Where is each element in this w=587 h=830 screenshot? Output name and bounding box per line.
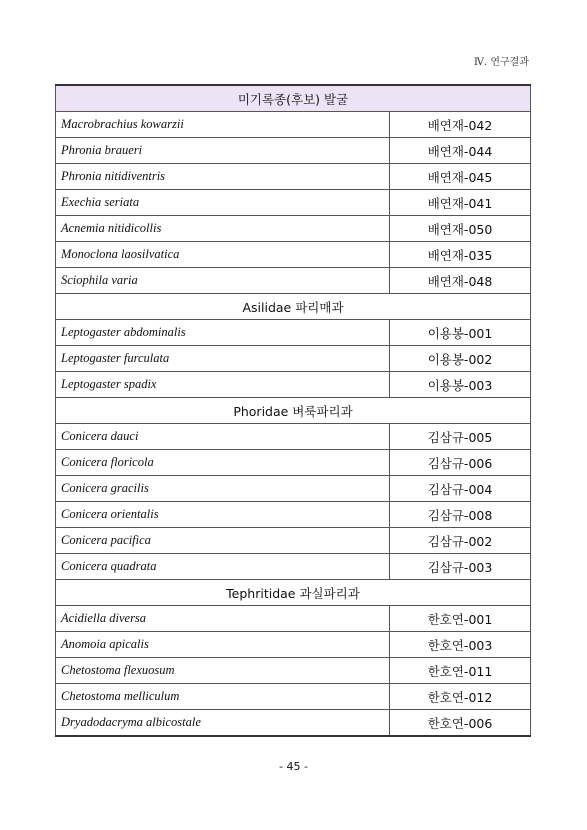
specimen-code-cell: 배연재-035 bbox=[390, 242, 531, 268]
section-header-row bbox=[56, 85, 531, 112]
specimen-code-cell: 배연재-048 bbox=[390, 268, 531, 294]
specimen-code-cell: 한호연-006 bbox=[390, 710, 531, 737]
specimen-code-cell: 이용봉-002 bbox=[390, 346, 531, 372]
species-name-cell: Phronia nitidiventris bbox=[56, 164, 390, 190]
species-name-cell: Macrobrachius kowarzii bbox=[56, 112, 390, 138]
species-name-cell: Sciophila varia bbox=[56, 268, 390, 294]
table-row bbox=[56, 502, 531, 528]
species-table bbox=[55, 84, 531, 737]
species-name-cell: Leptogaster furculata bbox=[56, 346, 390, 372]
table-row bbox=[56, 476, 531, 502]
table-row bbox=[56, 190, 531, 216]
table-row bbox=[56, 346, 531, 372]
species-name-cell: Conicera quadrata bbox=[56, 554, 390, 580]
table-row bbox=[56, 112, 531, 138]
species-name-cell: Acidiella diversa bbox=[56, 606, 390, 632]
specimen-code-cell: 한호연-011 bbox=[390, 658, 531, 684]
specimen-code-cell: 김삼규-004 bbox=[390, 476, 531, 502]
table-row bbox=[56, 658, 531, 684]
specimen-code-cell: 배연재-041 bbox=[390, 190, 531, 216]
table-row bbox=[56, 242, 531, 268]
species-name-cell: Monoclona laosilvatica bbox=[56, 242, 390, 268]
table-row bbox=[56, 554, 531, 580]
table-row bbox=[56, 710, 531, 737]
section-title: 미기록종(후보) 발굴 bbox=[56, 85, 531, 112]
species-name-cell: Conicera orientalis bbox=[56, 502, 390, 528]
species-name-cell: Dryadodacryma albicostale bbox=[56, 710, 390, 737]
species-name-cell: Leptogaster spadix bbox=[56, 372, 390, 398]
species-name-cell: Conicera dauci bbox=[56, 424, 390, 450]
specimen-code-cell: 한호연-001 bbox=[390, 606, 531, 632]
table-row bbox=[56, 138, 531, 164]
table-row bbox=[56, 164, 531, 190]
section-title: Asilidae 파리매과 bbox=[56, 294, 531, 320]
specimen-code-cell: 이용봉-003 bbox=[390, 372, 531, 398]
specimen-code-cell: 이용봉-001 bbox=[390, 320, 531, 346]
section-title: Phoridae 벼룩파리과 bbox=[56, 398, 531, 424]
table-row bbox=[56, 606, 531, 632]
specimen-code-cell: 김삼규-008 bbox=[390, 502, 531, 528]
species-name-cell: Conicera floricola bbox=[56, 450, 390, 476]
table-row bbox=[56, 320, 531, 346]
species-name-cell: Exechia seriata bbox=[56, 190, 390, 216]
specimen-code-cell: 배연재-045 bbox=[390, 164, 531, 190]
species-name-cell: Conicera pacifica bbox=[56, 528, 390, 554]
specimen-code-cell: 김삼규-002 bbox=[390, 528, 531, 554]
specimen-code-cell: 김삼규-005 bbox=[390, 424, 531, 450]
species-name-cell: Acnemia nitidicollis bbox=[56, 216, 390, 242]
running-header: Ⅳ. 연구결과 bbox=[474, 57, 529, 68]
species-name-cell: Chetostoma flexuosum bbox=[56, 658, 390, 684]
specimen-code-cell: 배연재-042 bbox=[390, 112, 531, 138]
specimen-code-cell: 김삼규-003 bbox=[390, 554, 531, 580]
specimen-code-cell: 배연재-044 bbox=[390, 138, 531, 164]
section-header-row bbox=[56, 294, 531, 320]
specimen-code-cell: 김삼규-006 bbox=[390, 450, 531, 476]
species-table-body bbox=[56, 85, 531, 736]
page-number: - 45 - bbox=[279, 760, 308, 773]
specimen-code-cell: 한호연-003 bbox=[390, 632, 531, 658]
table-row bbox=[56, 268, 531, 294]
section-header-row bbox=[56, 398, 531, 424]
species-name-cell: Conicera gracilis bbox=[56, 476, 390, 502]
table-row bbox=[56, 450, 531, 476]
specimen-code-cell: 한호연-012 bbox=[390, 684, 531, 710]
table-row bbox=[56, 216, 531, 242]
specimen-code-cell: 배연재-050 bbox=[390, 216, 531, 242]
table-row bbox=[56, 632, 531, 658]
species-name-cell: Anomoia apicalis bbox=[56, 632, 390, 658]
table-row bbox=[56, 372, 531, 398]
species-name-cell: Leptogaster abdominalis bbox=[56, 320, 390, 346]
species-name-cell: Chetostoma melliculum bbox=[56, 684, 390, 710]
table-row bbox=[56, 684, 531, 710]
section-title: Tephritidae 과실파리과 bbox=[56, 580, 531, 606]
table-row bbox=[56, 424, 531, 450]
table-row bbox=[56, 528, 531, 554]
section-header-row bbox=[56, 580, 531, 606]
species-name-cell: Phronia braueri bbox=[56, 138, 390, 164]
